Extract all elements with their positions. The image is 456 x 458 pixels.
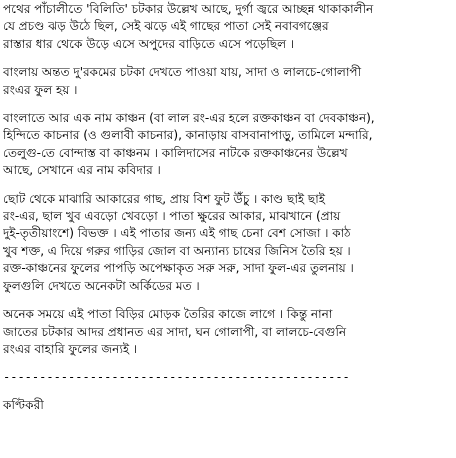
document-body — [3, 1, 453, 414]
text-line: খুব শক্ত, এ দিয়ে গরুর গাড়ির জোল বা অন্যান্য চাষের জিনিস তৈরি হয় । — [3, 243, 351, 258]
paragraph-pather-panchali — [3, 1, 453, 53]
text-line: রক্ত-কাঞ্চনের ফুলের পাপড়ি অপেক্ষাকৃত সরু সরু, সাদা ফুল-এর তুলনায় । — [3, 261, 354, 276]
text-line: হিন্দিতে কাচনার (ও গুলাবী কাচনার), কানাড়ায় বাসবানাপাড়ু, তামিলে মন্দারি, — [3, 128, 373, 143]
paragraph-description — [3, 191, 453, 295]
text-line: জাতের চটকার আদর প্রধানত এর সাদা, ঘন গোলাপী, বা লালচে-বেগুনি — [3, 324, 347, 339]
paragraph-uses — [3, 306, 453, 358]
dashed-separator: ------------------------------------------------ — [3, 370, 350, 385]
text-line: রংএর ফুল হয় । — [3, 82, 78, 97]
text-line: তেলুগু-তে বোন্দাস্ত বা কাঞ্চনম । কালিদাসের নাটকে রক্তকাঞ্চনের উল্লেখ — [3, 145, 348, 160]
text-line: রাস্তার ধার থেকে উড়ে এসে অপুদের বাড়িতে এসে পড়েছিল । — [3, 36, 295, 51]
text-line: পথের পাঁচালীতে 'বিলিতি' চটকার উল্লেখ আছে, দুর্গা জ্বরে আচ্ছন্ন থাকাকালীন — [3, 2, 374, 16]
author-signature: কণ্টিকরী — [3, 398, 44, 413]
text-line: অনেক সময়ে এই পাতা বিড়ির মোড়ক তৈরির কাজে লাগে । কিন্তু নানা — [3, 307, 333, 322]
text-line: ফুলগুলি দেখতে অনেকটা অর্কিডের মত । — [3, 278, 200, 293]
text-line: বাংলায় অন্তত দু'রকমের চটকা দেখতে পাওয়া যায়, সাদা ও লালচে-গোলাপী — [3, 65, 362, 80]
text-line: ছোট থেকে মাঝারি আকারের গাছ, প্রায় বিশ ফুট উঁচু । কাণ্ড ছাই ছাই — [3, 191, 325, 206]
text-line: যে প্রচণ্ড ঝড় উঠে ছিল, সেই ঝড়ে এই গাছের পাতা সেই নবাবগঞ্জের — [3, 19, 329, 34]
text-line: রং-এর, ছাল খুব এবড়ো খেবড়ো । পাতা ক্ষুরের আকার, মাঝখানে (প্রায় — [3, 209, 341, 224]
text-line: আছে, সেখানে এর নাম কবিদার । — [3, 163, 161, 178]
text-line: দুই-তৃতীয়াংশে) বিভক্ত । এই পাতার জন্য এই গাছ চেনা বেশ সোজা । কাঠ — [3, 226, 351, 241]
text-line: বাংলাতে আর এক নাম কাঞ্চন (বা লাল রং-এর হলে রক্তকাঞ্চন বা দেবকাঞ্চন), — [3, 111, 375, 126]
text-line: রংএর বাহারি ফুলের জন্যই । — [3, 341, 138, 356]
paragraph-varieties — [3, 64, 453, 99]
paragraph-names — [3, 110, 453, 180]
